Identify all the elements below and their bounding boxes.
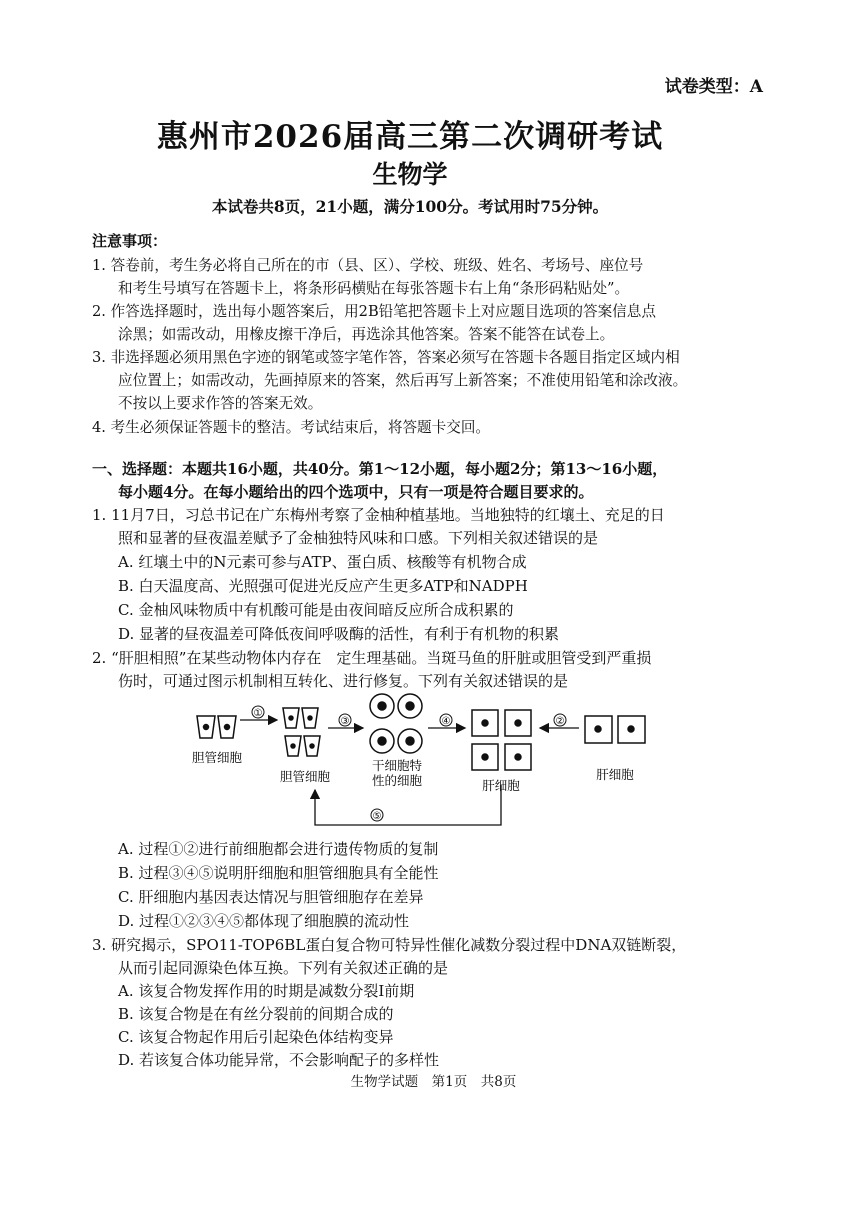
page-footer: 生物学试题 第1页 共8页	[350, 1074, 517, 1090]
notice-line: 和考生号填写在答题卡上，将条形码横贴在每张答题卡右上角“条形码粘贴处”。	[118, 280, 630, 297]
question-3-stem-cont: 从而引起同源染色体互换。下列有关叙述正确的是	[118, 959, 449, 977]
q3-option-a: A. 该复合物发挥作用的时期是减数分裂Ⅰ前期	[118, 982, 415, 1000]
question-1-stem-cont: 照和显著的昼夜温差赋予了金柚独特风味和口感。下列相关叙述错误的是	[118, 529, 599, 547]
q3-option-d: D. 若该复合体功能异常，不会影响配子的多样性	[118, 1051, 440, 1069]
subject-title: 生物学	[372, 160, 448, 189]
stem-like-cells	[370, 694, 422, 753]
question-2-stem: 2. “肝胆相照”在某些动物体内存在 定生理基础。当斑马鱼的肝脏或胆管受到严重损	[92, 649, 652, 667]
label-bile-duct-left: 胆管细胞	[191, 750, 243, 765]
step-4-label: ④	[441, 716, 451, 727]
label-bile-duct-middle: 胆管细胞	[279, 769, 331, 784]
step-3-label: ③	[340, 716, 350, 727]
q2-option-d: D. 过程①②③④⑤都体现了细胞膜的流动性	[118, 912, 410, 930]
q1-option-d: D. 显著的昼夜温差可降低夜间呼吸酶的活性，有利于有机物的积累	[118, 625, 560, 643]
question-3-stem: 3. 研究揭示，SPO11-TOP6BL蛋白复合物可特异性催化减数分裂过程中DNA双链断裂，	[92, 936, 687, 954]
cell-transformation-diagram	[185, 690, 655, 840]
notice-line: 2. 作答选择题时，选出每小题答案后，用2B铅笔把答题卡上对应题目选项的答案信息点	[92, 303, 656, 320]
notice-heading: 注意事项：	[92, 232, 168, 250]
q2-option-a: A. 过程①②进行前细胞都会进行遗传物质的复制	[118, 840, 439, 858]
notice-line: 涂黑；如需改动，用橡皮擦干净后，再选涂其他答案。答案不能答在试卷上。	[118, 326, 615, 343]
q2-option-b: B. 过程③④⑤说明肝细胞和胆管细胞具有全能性	[118, 864, 439, 882]
label-stem-line2: 性的细胞	[371, 773, 423, 788]
hepatocytes-right	[585, 716, 645, 743]
notice-line: 不按以上要求作答的答案无效。	[118, 395, 323, 412]
q1-option-b: B. 白天温度高、光照强可促进光反应产生更多ATP和NADPH	[118, 577, 528, 595]
exam-info: 本试卷共8页，21小题，满分100分。考试用时75分钟。	[211, 197, 609, 216]
question-1-stem: 1. 11月7日，习总书记在广东梅州考察了金柚种植基地。当地独特的红壤土、充足的日	[92, 506, 665, 524]
step-2-label: ②	[555, 716, 565, 727]
section-heading: 一、选择题：本题共16小题，共40分。第1～12小题，每小题2分；第13～16小题，	[92, 460, 668, 478]
q3-option-b: B. 该复合物是在有丝分裂前的间期合成的	[118, 1005, 394, 1023]
q3-option-c: C. 该复合物起作用后引起染色体结构变异	[118, 1028, 394, 1046]
hepatocytes-middle	[472, 710, 531, 770]
exam-title: 惠州市2026届高三第二次调研考试	[156, 119, 664, 155]
label-stem-line1: 干细胞特	[371, 758, 423, 773]
notice-line: 4. 考生必须保证答题卡的整洁。考试结束后，将答题卡交回。	[92, 419, 491, 436]
notice-line: 1. 答卷前，考生务必将自己所在的市（县、区）、学校、班级、姓名、考场号、座位号	[92, 257, 644, 274]
label-hepatocyte-middle: 肝细胞	[482, 778, 520, 793]
notice-line: 3. 非选择题必须用黑色字迹的钢笔或签字笔作答，答案必须写在答题卡各题目指定区域内相	[92, 349, 680, 366]
q1-option-c: C. 金柚风味物质中有机酸可能是由夜间暗反应所合成积累的	[118, 601, 514, 619]
label-hepatocyte-right: 肝细胞	[596, 767, 634, 782]
bile-duct-cells-middle	[283, 708, 320, 756]
step-5-label: ⑤	[372, 811, 382, 822]
question-2-stem-cont: 伤时，可通过图示机制相互转化、进行修复。下列有关叙述错误的是	[118, 672, 569, 690]
section-heading-cont: 每小题4分。在每小题给出的四个选项中，只有一项是符合题目要求的。	[118, 483, 594, 501]
step-1-label: ①	[253, 708, 263, 719]
notice-line: 应位置上；如需改动，先画掉原来的答案，然后再写上新答案；不准使用铅笔和涂改液。	[118, 372, 688, 389]
q2-option-c: C. 肝细胞内基因表达情况与胆管细胞存在差异	[118, 888, 424, 906]
paper-type-label: 试卷类型：A	[664, 77, 763, 97]
bile-duct-cells-left	[197, 716, 236, 738]
q1-option-a: A. 红壤土中的N元素可参与ATP、蛋白质、核酸等有机物合成	[118, 553, 527, 571]
